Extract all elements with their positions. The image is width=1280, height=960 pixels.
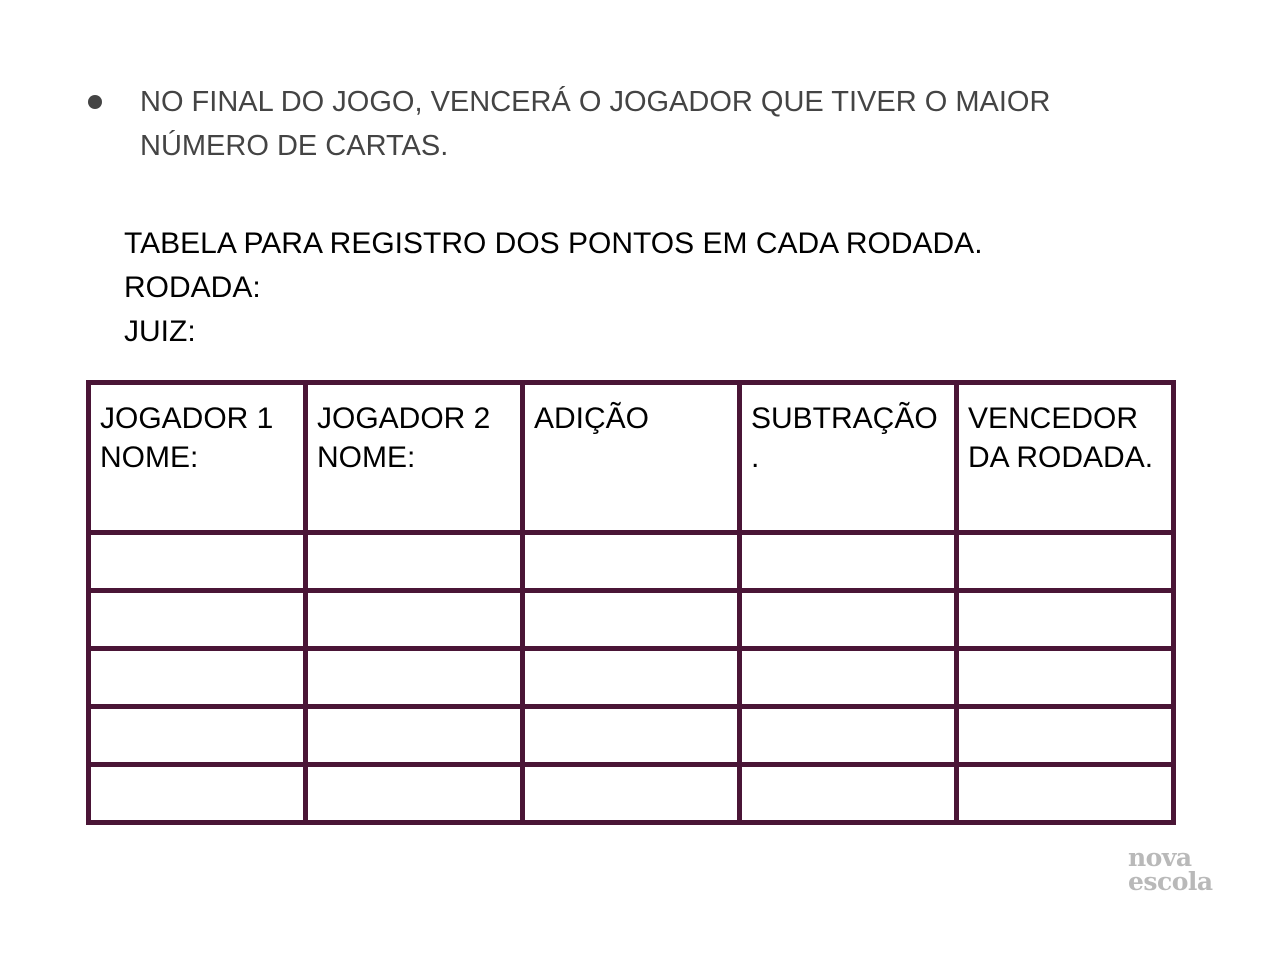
table-cell[interactable] (740, 533, 957, 591)
table-cell[interactable] (740, 649, 957, 707)
table-cell[interactable] (523, 649, 740, 707)
table-intro (124, 222, 983, 354)
table-title: TABELA PARA REGISTRO DOS PONTOS EM CADA RODADA. (124, 227, 983, 260)
table-header-row (89, 383, 1174, 533)
header-label-winner: VENCEDOR DA RODADA. (968, 402, 1154, 474)
table-cell[interactable] (523, 591, 740, 649)
bullet-text: NO FINAL DO JOGO, VENCERÁ O JOGADOR QUE TIVER O MAIOR NÚMERO DE CARTAS. (140, 86, 1051, 162)
table-cell[interactable] (740, 591, 957, 649)
table-cell[interactable] (957, 591, 1174, 649)
table-cell[interactable] (523, 707, 740, 765)
header-cell-player-2 (306, 383, 523, 533)
table-row (89, 533, 1174, 591)
table-cell[interactable] (740, 707, 957, 765)
bullet-dot-icon (88, 95, 102, 109)
table-cell[interactable] (957, 765, 1174, 823)
header-label-player-1: JOGADOR 1 NOME: (100, 402, 274, 474)
table-cell[interactable] (957, 707, 1174, 765)
table-cell[interactable] (89, 533, 306, 591)
judge-label: JUIZ: (124, 315, 196, 348)
table-row (89, 649, 1174, 707)
header-cell-player-1 (89, 383, 306, 533)
score-table (86, 380, 1176, 825)
header-cell-subtraction (740, 383, 957, 533)
header-label-addition: ADIÇÃO (534, 402, 650, 435)
header-cell-winner (957, 383, 1174, 533)
table-cell[interactable] (306, 533, 523, 591)
round-label: RODADA: (124, 271, 261, 304)
table-cell[interactable] (306, 649, 523, 707)
table-row (89, 765, 1174, 823)
nova-escola-logo (1128, 843, 1213, 896)
table-cell[interactable] (306, 707, 523, 765)
table-cell[interactable] (957, 533, 1174, 591)
logo-line-1: nova (1128, 843, 1192, 872)
header-label-player-2: JOGADOR 2 NOME: (317, 402, 491, 474)
table-row (89, 591, 1174, 649)
table-cell[interactable] (89, 707, 306, 765)
table-cell[interactable] (89, 649, 306, 707)
table-cell[interactable] (306, 591, 523, 649)
table-cell[interactable] (740, 765, 957, 823)
header-cell-addition (523, 383, 740, 533)
bullet-item (88, 80, 1108, 168)
header-label-subtraction: SUBTRAÇÃO . (751, 402, 938, 474)
table-cell[interactable] (89, 765, 306, 823)
table-cell[interactable] (306, 765, 523, 823)
table-row (89, 707, 1174, 765)
table-cell[interactable] (89, 591, 306, 649)
table-cell[interactable] (957, 649, 1174, 707)
table-cell[interactable] (523, 533, 740, 591)
table-cell[interactable] (523, 765, 740, 823)
logo-line-2: escola (1128, 867, 1213, 896)
